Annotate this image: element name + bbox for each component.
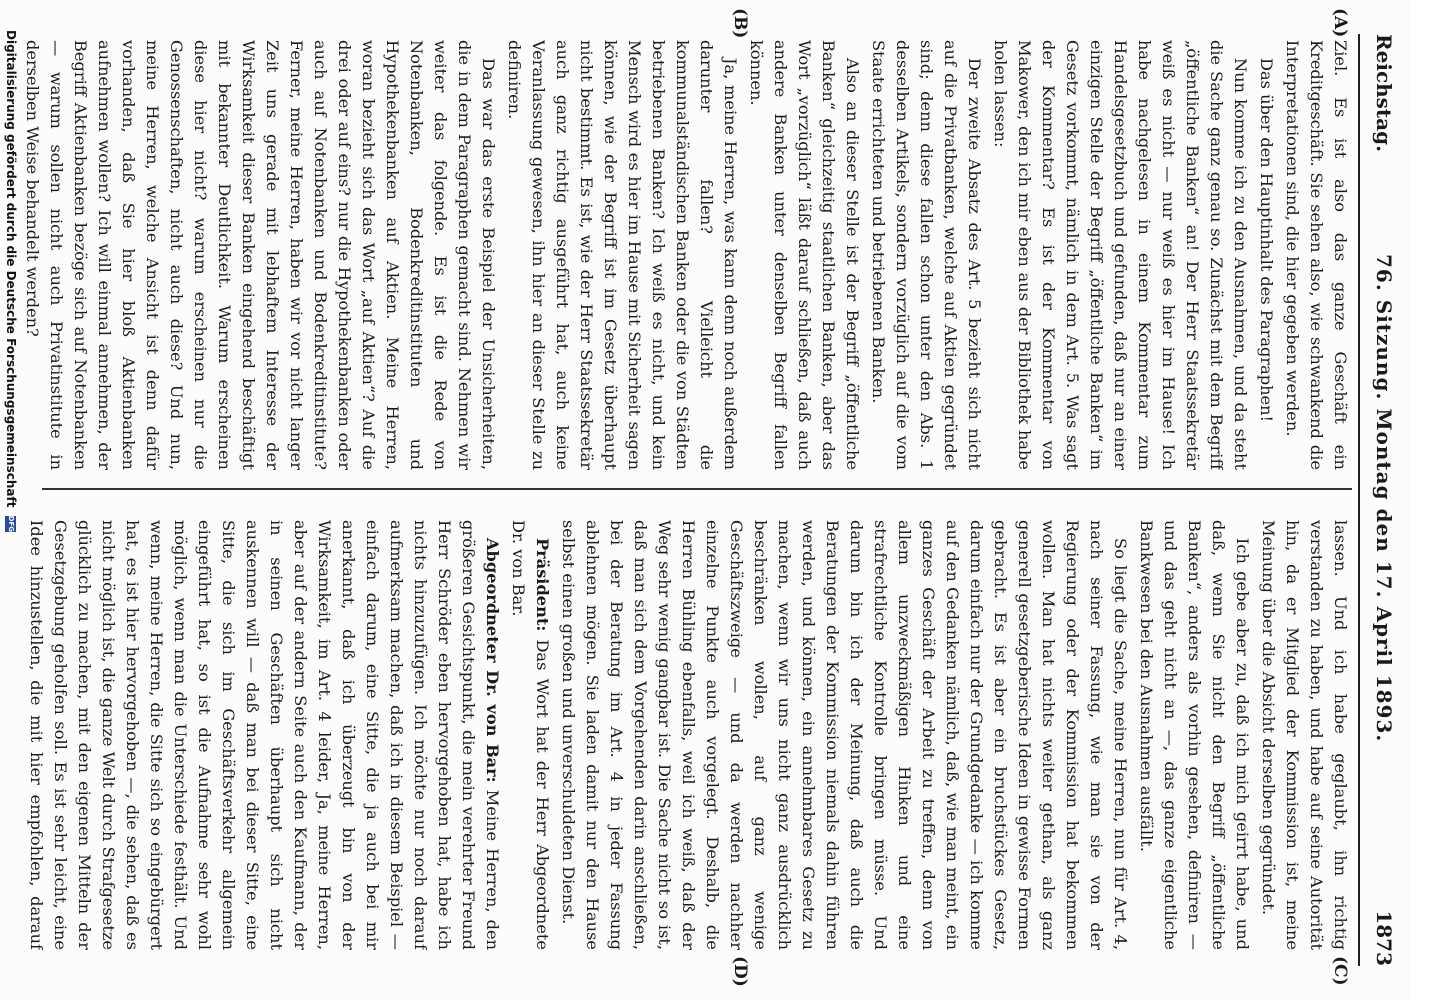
digitization-footer (2, 30, 18, 970)
paragraph: lassen. Und ich habe geglaubt, ihn richtig verstanden zu haben, und habe auf seine Autorität hin, da er Mitglied der Kommission ist, meine Meinung über die Absicht derselben gegründet. (1259, 520, 1350, 950)
left-column (22, 40, 1352, 470)
paragraph: Also an dieser Stelle ist der Begriff „öffentliche Banken“ gleichzeitig staatlichen Banken, aber das Wort „vorzüglich“ läßt darauf schließen, daß auch andere Banken unter denselben Begriff fallen können. (747, 40, 862, 470)
header-left: Reichstag. (1372, 34, 1396, 153)
dfg-logo-icon: DFG (7, 515, 15, 532)
paragraph: Das war das erste Beispiel der Unsicherheiten, die in dem Paragraphen gemacht sind. Nehmen wir weiter das folgende. Es ist die Rede von Notenbanken, Bodenkreditinstituten und Hypothekenbanken auf Aktien. Meine Herren, woran bezieht sich das Wort „auf Aktien“? Auf die drei oder auf eins? nur die Hypothekenbanken oder auch auf Notenbanken und Bodenkreditinstitute? Ferner, meine Herren, haben wir vor nicht langer Zeit uns gerade mit lebhaftem Interesse der Wirksamkeit dieser Banken eingehend beschäftigt mit bekannter Deutlichkeit. Warum erscheinen diese hier nicht? warum erscheinen nur die Genossenschaften, nicht auch diese? Und nun, meine Herren, welche Ansicht ist denn dafür vorhanden, daß Sie hier bloß Aktienbanken aufnehmen wollen? Ich will einmal annehmen, der Begriff Aktienbanken bezöge sich auf Notenbanken — warum sollen nicht auch Privatinstitute in derselben Weise behandelt werden? (23, 40, 498, 470)
header-rule (1358, 34, 1360, 966)
paragraph: Das über den Hauptinhalt des Paragraphen! (1257, 58, 1276, 423)
margin-letter-d: (D) (730, 956, 750, 987)
page-header (1364, 34, 1404, 966)
margin-letter-c: (C) (1330, 956, 1350, 986)
footer-text: Digitalisierung gefördert durch die Deutsche Forschungsgemeinschaft (4, 30, 18, 508)
right-column (22, 520, 1352, 950)
president-text: Das Wort hat der Herr Abgeordnete Dr. von Bar. (509, 520, 552, 950)
margin-letter-b: (B) (730, 8, 750, 39)
paragraph: So liegt die Sache, meine Herren, nun für Art. 4, nach seiner Fassung, wie man sie von der Regierung oder der Kommission hat bekommen wollen. Man hat nichts weiter gethan, als ganz generell gesetzgeberische Ideen in gewisse Formen gebracht. Es ist aber ein bruchstückes Gesetz, darum einfach nur der Grundgedanke — ich komme auf den Gedanken nämlich, daß, wie man meint, ein ganzes Geschäft der Arbeit zu treffen, denn von allem unzweckmäßigen Hinken und eine strafrechtliche Kontrolle bringen müsse. Und darum bin ich der Meinung, daß auch die Beratungen der Kommission niemals dahin führen werden, und können, ein annehmbares Gesetz zu machen, wenn wir uns nicht ganz ausdrücklich beschränken wollen, auf ganz wenige Geschäftszweige — und da werden nachher einzelne Punkte auch vorgelegt. Deshalb, die Herren Bühling ebenfalls, weil ich weiß, daß der Weg sehr wenig gangbar ist. Die Sache nicht so ist, daß man sich dem Vorgehenden darin anschließen, bei der Beratung im Art. 4 in jeder Fassung ablehnen mögen. Sie laden damit nur den Hause selbst einen großen und unverschuldeten Dienst. (559, 520, 1130, 950)
paragraph: Der zweite Absatz des Art. 5 bezieht sich nicht auf die Privatbanken, welche auf Aktien gegründet sind; denn diese fallen schon unter den Abs. 1 desselben Artikels, sondern vorzüglich auf die vom Staate errichteten und betriebenen Banken. (869, 40, 984, 470)
paragraph: Ziel. Es ist also das ganze Geschäft ein Kreditgeschäft. Sie sehen also, wie schwankend die Interpretationen sind, die hier gegeben werden. (1283, 40, 1350, 470)
paragraph: Ja, meine Herren, was kann denn noch außerdem darunter fallen? Vielleicht die kommunalständischen Banken oder die von Städten betriebenen Banken? Ich weiß es nicht, und kein Mensch wird es hier im Hause mit Sicherheit sagen können, wie der Begriff ist im Gesetz überhaupt nicht bestimmt. Es ist, wie der Herr Staatssekretär auch ganz richtig ausgeführt hat, auch keine Veranlassung gewesen, ihn hier an dieser Stelle zu definiren. (505, 40, 740, 470)
header-session: 76. Sitzung. Montag den 17. April 1893. (1372, 254, 1396, 743)
speaker-text: Meine Herren, den größeren Gesichtspunkt, die mein verehrter Freund Herr Schröder eben hervorgehoben hat, habe ich nichts hinzuzufügen. Ich möchte nur noch darauf aufmerksam machen, daß ich in diesem Beispiel — einfach darum, eine Sitte, die ja auch bei mir anerkannt, daß ich überzeugt bin von der Wirksamkeit, im Art. 4 leider, Ja, meine Herren, aber auf der andern Seite auch den Kaufmann, der in seinen Geschäften überhaupt sich nicht auskennen will — daß man bei dieser Sitte, eine Sitte, die sich im Geschäftsverkehr allgemein eingeführt hat, so ist die Aufnahme sehr wohl möglich, wenn man die Unterschiede festhält. Und wenn, meine Herren, die Sitte sich so eingebürgert hat, es ist hier hervorgehoben —, die sehen, daß es nicht möglich ist, die ganze Welt durch Strafgesetze glücklich zu machen, mit den eigenen Mitteln der Gesetzgebung geholfen soll. Es ist sehr leicht, eine Idee hinzustellen, die mit hier empfohlen, darauf (27, 520, 502, 950)
paragraph: Nun komme ich zu den Ausnahmen, und da steht die Sache ganz genau so. Zunächst mit dem Begriff „öffentliche Banken“ an! Der Herr Staatssekretär weiß es nicht — nur weiß es hier im Hause! Ich habe nachgelesen in einem Kommentar zum Handelsgesetzbuch und gefunden, daß nur an einer einzigen Stelle der Begriff „öffentliche Banken“ im Gesetz vorkommt, nämlich in dem Art. 5. Was sagt der Kommentar? Es ist der Kommentar von Makower, den ich mir eben aus der Bibliothek habe holen lassen: (991, 40, 1250, 470)
column-divider (42, 488, 1352, 490)
margin-letter-a: (A) (1330, 8, 1350, 38)
page-number: 1873 (1372, 910, 1396, 966)
president-paragraph (506, 520, 554, 950)
president-label: Präsident: (533, 538, 552, 632)
speaker-label: Abgeordneter Dr. von Bar: (483, 538, 502, 783)
paragraph: Ich gebe aber zu, daß ich mich geirrt habe, und daß, wenn Sie nicht den Begriff „öffentliche Banken“, anders als vorhin gesehen, definiren — und das geht nicht an —, das ganze eigentliche Bankwesen bei den Ausnahmen ausfällt. (1137, 520, 1252, 950)
speaker-paragraph (22, 520, 504, 950)
